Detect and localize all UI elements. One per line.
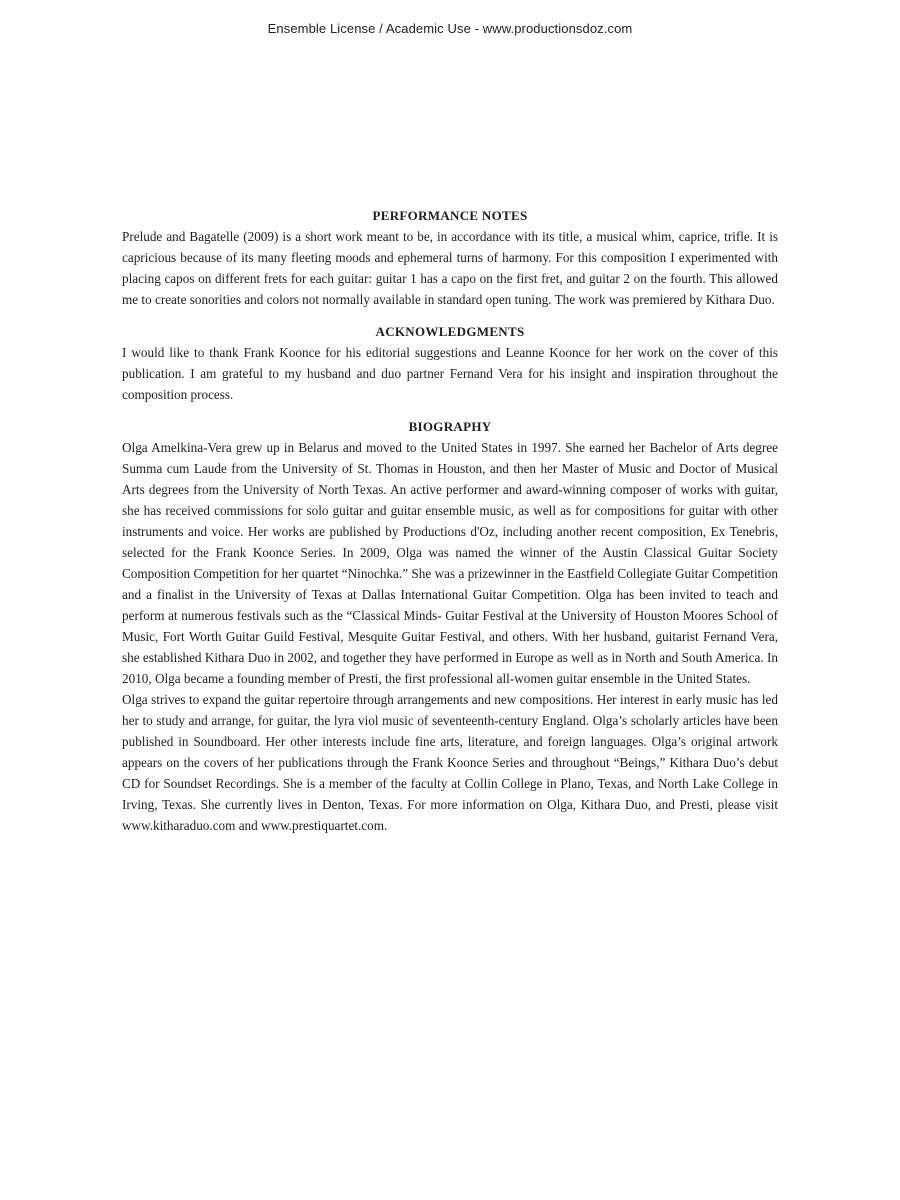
document-body xyxy=(122,206,778,836)
performance-notes-section xyxy=(122,206,778,310)
acknowledgments-text: I would like to thank Frank Koonce for his editorial suggestions and Leanne Koonce for her work on the cover of this publication. I am grateful to my husband and duo partner Fernand Vera for his insight and inspiration throughout the composition process. xyxy=(122,345,778,402)
performance-notes-text: Prelude and Bagatelle (2009) is a short work meant to be, in accordance with its title, a musical whim, caprice, trifle. It is capricious because of its many fleeting moods and ephemeral turns of harmony. For this composition I experimented with placing capos on different frets for each guitar: guitar 1 has a capo on the first fret, and guitar 2 on the fourth. This allowed me to create sonorities and colors not normally available in standard open tuning. The work was premiered by Kithara Duo. xyxy=(122,229,778,307)
biography-paragraph-1: Olga Amelkina-Vera grew up in Belarus and moved to the United States in 1997. She earned her Bachelor of Arts degree Summa cum Laude from the University of St. Thomas in Houston, and then her Master of Music and Doctor of Musical Arts degrees from the University of North Texas. An active performer and award-winning composer of works with guitar, she has received commissions for solo guitar and guitar ensemble music, as well as for compositions for guitar with other instruments and voice. Her works are published by Productions d'Oz, including another recent composition, Ex Tenebris, selected for the Frank Koonce Series. In 2009, Olga was named the winner of the Austin Classical Guitar Society Composition Competition for her quartet “Ninochka.” She was a prizewinner in the Eastfield Collegiate Guitar Competition and a finalist in the University of Texas at Dallas International Guitar Competition. Olga has been invited to teach and perform at numerous festivals such as the “Classical Minds- Guitar Festival at the University of Houston Moores School of Music, Fort Worth Guitar Guild Festival, Mesquite Guitar Festival, and others. With her husband, guitarist Fernand Vera, she established Kithara Duo in 2002, and together they have performed in Europe as well as in North and South America. In 2010, Olga became a founding member of Presti, the first professional all-women guitar ensemble in the United States. xyxy=(122,440,778,686)
acknowledgments-section xyxy=(122,322,778,405)
license-header: Ensemble License / Academic Use - www.productionsdoz.com xyxy=(267,21,633,36)
biography-paragraph-2: Olga strives to expand the guitar repertoire through arrangements and new compositions. Her interest in early music has led her to study and arrange, for guitar, the lyra viol music of seventeenth-century England. Olga’s scholarly articles have been published in Soundboard. Her other interests include fine arts, literature, and foreign languages. Olga’s original artwork appears on the covers of her publications through the Frank Koonce Series and throughout “Beings,” Kithara Duo’s debut CD for Soundset Recordings. She is a member of the faculty at Collin College in Plano, Texas, and North Lake College in Irving, Texas. She currently lives in Denton, Texas. For more information on Olga, Kithara Duo, and Presti, please visit www.kitharaduo.com and www.prestiquartet.com. xyxy=(122,692,778,833)
performance-notes-heading: PERFORMANCE NOTES xyxy=(372,208,528,223)
biography-heading: BIOGRAPHY xyxy=(408,419,492,434)
biography-section xyxy=(122,417,778,836)
acknowledgments-heading: ACKNOWLEDGMENTS xyxy=(375,324,525,339)
